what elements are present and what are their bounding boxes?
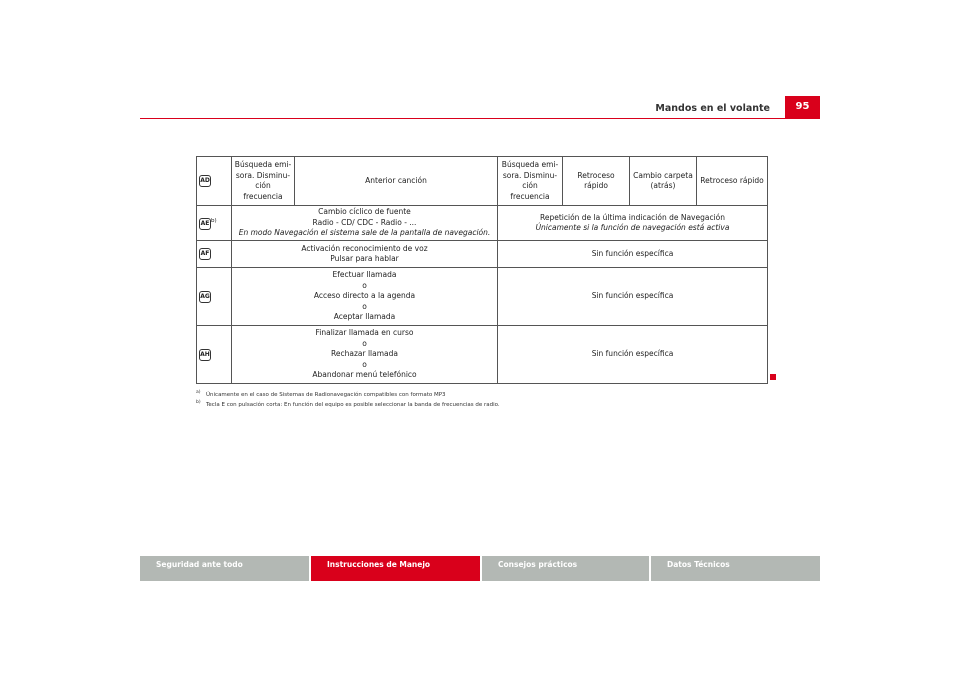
footnote-mark: b) xyxy=(196,400,201,405)
controls-table xyxy=(196,156,768,384)
cell-line: Repetición de la última indicación de Navegación xyxy=(539,212,726,222)
footnote xyxy=(196,390,446,398)
cell-line: Cambio cíclico de fuente xyxy=(318,207,411,217)
cell: Búsqueda emi- sora. Disminu- ción frecuencia xyxy=(498,157,563,206)
table-row-d xyxy=(197,157,768,206)
cell xyxy=(232,206,498,241)
cell: Retroceso rápido xyxy=(697,157,768,206)
key-cell xyxy=(197,241,232,268)
footer-tab-tips[interactable]: Consejos prácticos xyxy=(482,556,649,581)
key-cell xyxy=(197,268,232,326)
cell: Anterior canción xyxy=(295,157,498,206)
footnote-mark: a) xyxy=(196,390,201,395)
key-badge-d: AD xyxy=(199,175,211,187)
key-badge-g: AG xyxy=(199,291,211,303)
key-cell xyxy=(197,206,232,241)
key-badge-e: AE xyxy=(199,218,211,230)
key-cell xyxy=(197,326,232,384)
cell: Sin función específica xyxy=(498,326,768,384)
footnote-ref: b) xyxy=(211,218,217,225)
cell: Efectuar llamada o Acceso directo a la agenda o Aceptar llamada xyxy=(232,268,498,326)
page-number: 95 xyxy=(785,96,820,118)
cell: Activación reconocimiento de voz Pulsar para hablar xyxy=(232,241,498,268)
cell: Búsqueda emi- sora. Disminu- ción frecuencia xyxy=(232,157,295,206)
cell-note: En modo Navegación el sistema sale de la pantalla de navegación. xyxy=(238,228,491,238)
footer-tab-safety[interactable]: Seguridad ante todo xyxy=(140,556,309,581)
cell: Sin función específica xyxy=(498,268,768,326)
table-row-g xyxy=(197,268,768,326)
key-badge-f: AF xyxy=(199,248,211,260)
key-badge-h: AH xyxy=(199,349,211,361)
table-row-f xyxy=(197,241,768,268)
table-row-h xyxy=(197,326,768,384)
key-cell xyxy=(197,157,232,206)
footnote xyxy=(196,400,500,408)
table-row-e xyxy=(197,206,768,241)
footnote-text: Tecla E con pulsación corta: En función del equipo es posible seleccionar la banda de frecuencias de radio. xyxy=(206,401,500,408)
section-end-marker xyxy=(770,374,776,380)
cell: Finalizar llamada en curso o Rechazar llamada o Abandonar menú telefónico xyxy=(232,326,498,384)
footer-tab-operation[interactable]: Instrucciones de Manejo xyxy=(311,556,480,581)
cell: Retroceso rápido xyxy=(563,157,630,206)
page-title: Mandos en el volante xyxy=(655,103,770,114)
footer-tab-technical[interactable]: Datos Técnicos xyxy=(651,556,820,581)
cell: Cambio carpeta (atrás) xyxy=(630,157,697,206)
footnote-text: Únicamente en el caso de Sistemas de Radionavegación compatibles con formato MP3 xyxy=(206,391,446,398)
cell: Sin función específica xyxy=(498,241,768,268)
cell-line: Radio - CD/ CDC - Radio - ... xyxy=(312,217,417,227)
cell-note: Únicamente si la función de navegación está activa xyxy=(535,223,730,232)
header-rule xyxy=(140,118,820,119)
cell xyxy=(498,206,768,241)
